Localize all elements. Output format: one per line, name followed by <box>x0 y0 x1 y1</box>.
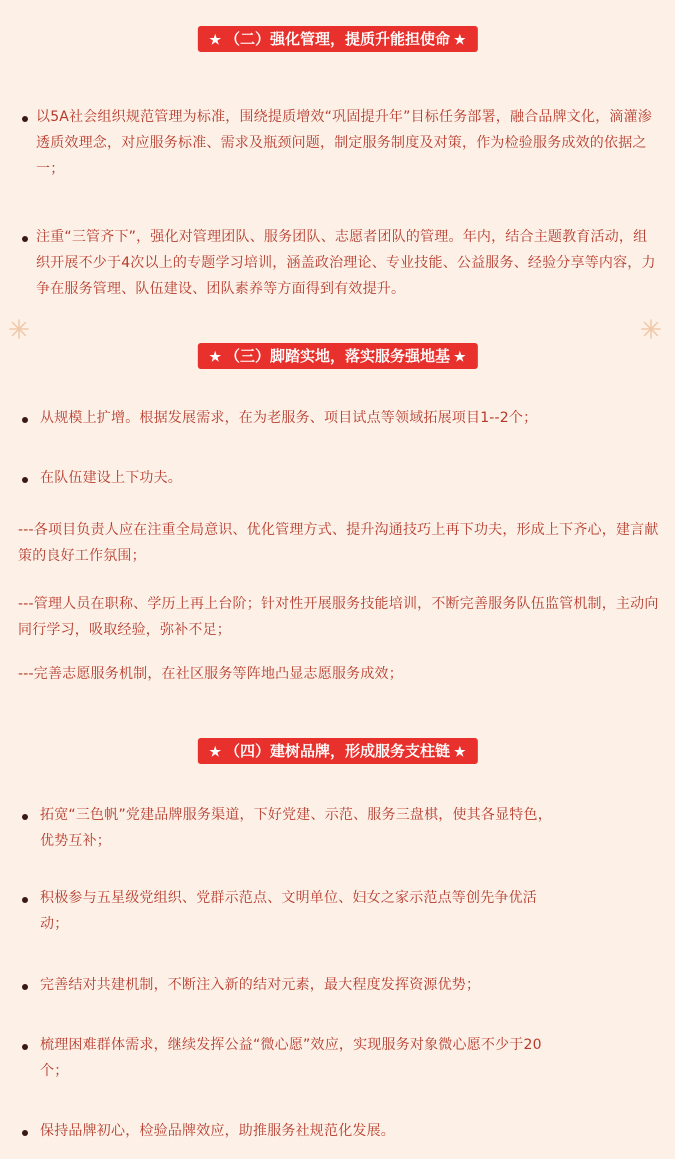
star-icon: ★ <box>209 350 221 365</box>
bullet-icon <box>22 116 28 122</box>
bullet-icon <box>22 984 28 990</box>
bullet-icon <box>22 1044 28 1050</box>
star-icon: ★ <box>454 33 466 48</box>
star-icon: ★ <box>209 745 221 760</box>
star-icon: ★ <box>454 350 466 365</box>
list-item: 保持品牌初心，检验品牌效应，助推服务社规范化发展。 <box>40 1123 395 1139</box>
list-item: 以5A社会组织规范管理为标准，围绕提质增效“巩固提升年”目标任务部署，融合品牌文化，滴灌渗透质效理念，对应服务标准、需求及瓶颈问题，制定服务制度及对策，作为检验服务成效的依据之一； <box>36 109 652 177</box>
bullet-icon <box>22 236 28 242</box>
bullet-icon <box>22 1130 28 1136</box>
star-icon: ★ <box>209 33 221 48</box>
banner-title: （三）脚踏实地，落实服务强地基 <box>224 347 451 365</box>
section-banner-2 <box>197 26 477 52</box>
banner-title: （四）建树品牌，形成服务支柱链 <box>224 742 451 760</box>
list-item: 拓宽“三色帆”党建品牌服务渠道，下好党建、示范、服务三盘棋，使其各显特色，优势互补； <box>40 807 552 849</box>
star-icon: ★ <box>454 745 466 760</box>
bullet-icon <box>22 477 28 483</box>
list-item: 梳理困难群体需求，继续发挥公益“微心愿”效应，实现服务对象微心愿不少于20个； <box>40 1037 542 1079</box>
firework-icon <box>640 318 662 340</box>
bullet-icon <box>22 897 28 903</box>
banner-title: （二）强化管理，提质升能担使命 <box>224 30 451 48</box>
dash-item: ---管理人员在职称、学历上再上台阶；针对性开展服务技能培训，不断完善服务队伍监管机制，主动向同行学习，吸取经验，弥补不足； <box>18 596 659 638</box>
dash-item: ---完善志愿服务机制，在社区服务等阵地凸显志愿服务成效； <box>18 666 403 682</box>
section-banner-3 <box>197 343 477 369</box>
list-item: 完善结对共建机制，不断注入新的结对元素，最大程度发挥资源优势； <box>40 977 481 993</box>
dash-item: ---各项目负责人应在注重全局意识、优化管理方式、提升沟通技巧上再下功夫，形成上下齐心，建言献策的良好工作氛围； <box>18 522 659 564</box>
bullet-icon <box>22 814 28 820</box>
section-banner-4 <box>197 738 477 764</box>
list-item: 积极参与五星级党组织、党群示范点、文明单位、妇女之家示范点等创先争优活动； <box>40 890 537 932</box>
bullet-icon <box>22 417 28 423</box>
firework-icon <box>8 318 30 340</box>
list-item: 注重“三管齐下”，强化对管理团队、服务团队、志愿者团队的管理。年内，结合主题教育活动，组织开展不少于4次以上的专题学习培训，涵盖政治理论、专业技能、公益服务、经验分享等内容，力争在服务管理、队伍建设、团队素养等方面得到有效提升。 <box>36 229 656 297</box>
list-item: 在队伍建设上下功夫。 <box>40 470 182 486</box>
list-item: 从规模上扩增。根据发展需求，在为老服务、项目试点等领域拓展项目1--2个； <box>40 410 538 426</box>
